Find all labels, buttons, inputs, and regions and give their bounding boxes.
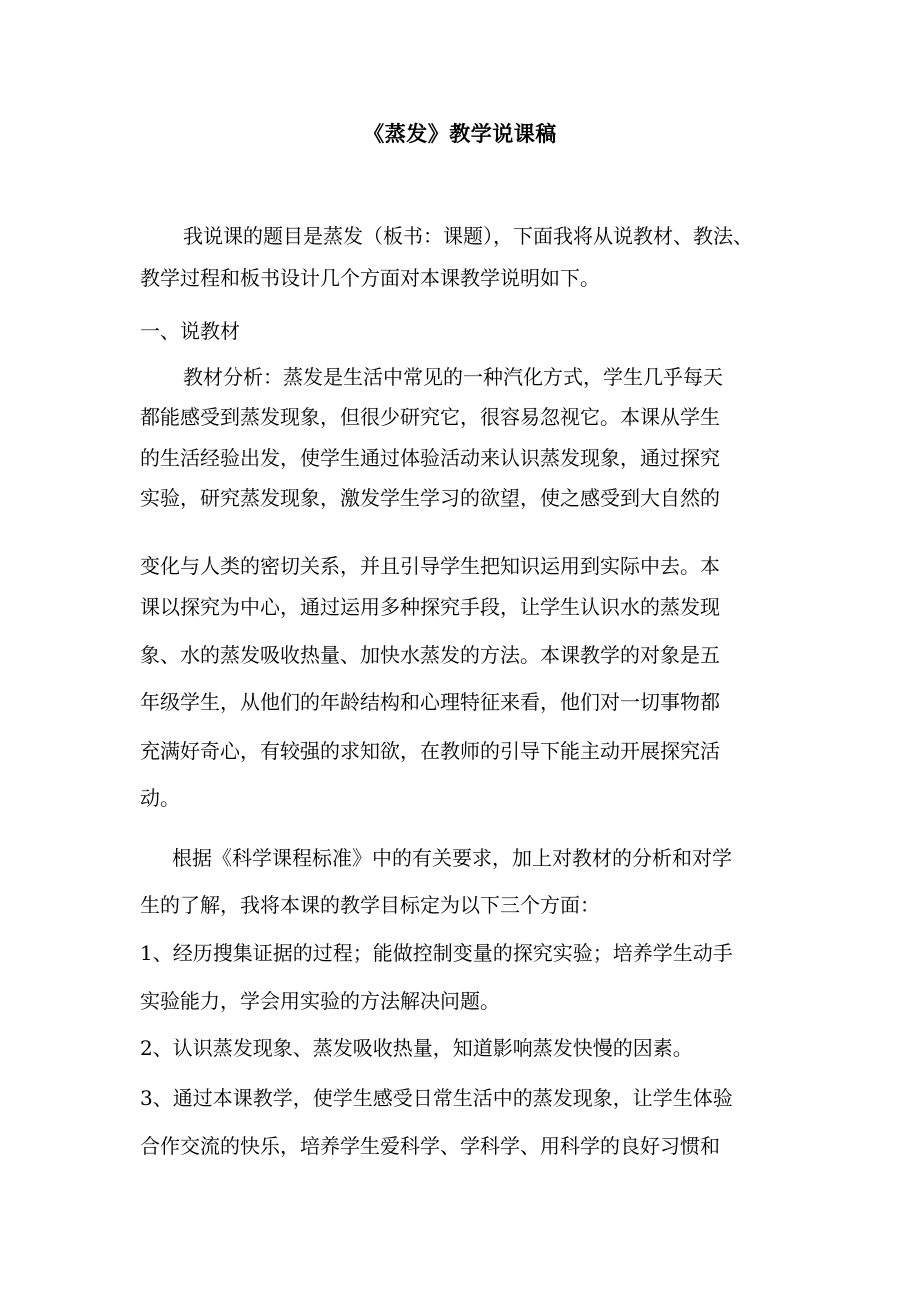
analysis-line-7: 象、水的蒸发吸收热量、加快水蒸发的方法。本课教学的对象是五 [140, 643, 720, 667]
document-title: 《蒸发》教学说课稿 [363, 122, 557, 146]
analysis-line-4: 实验，研究蒸发现象，激发学生学习的欲望，使之感受到大自然的 [140, 486, 720, 510]
analysis-line-3: 的生活经验出发，使学生通过体验活动来认识蒸发现象，通过探究 [140, 446, 720, 470]
goal-2-line-1: 2、认识蒸发现象、蒸发吸收热量，知道影响蒸发快慢的因素。 [140, 1036, 693, 1060]
section-heading-textbook: 一、说教材 [140, 319, 240, 343]
goal-3-line-2: 合作交流的快乐，培养学生爱科学、学科学、用科学的良好习惯和 [140, 1134, 720, 1158]
standards-line-2: 生的了解，我将本课的教学目标定为以下三个方面： [140, 893, 600, 917]
analysis-line-8: 年级学生，从他们的年龄结构和心理特征来看，他们对一切事物都 [140, 690, 720, 714]
goal-1-line-1: 1、经历搜集证据的过程；能做控制变量的探究实验；培养学生动手 [140, 941, 733, 965]
analysis-line-6: 课以探究为中心，通过运用多种探究手段，让学生认识水的蒸发现 [140, 595, 720, 619]
analysis-line-9: 充满好奇心，有较强的求知欲，在教师的引导下能主动开展探究活 [140, 739, 720, 763]
intro-line-1: 我说课的题目是蒸发（板书：课题），下面我将从说教材、教法、 [183, 224, 753, 248]
analysis-line-10: 动。 [140, 786, 180, 810]
standards-line-1: 根据《科学课程标准》中的有关要求，加上对教材的分析和对学 [172, 846, 732, 870]
analysis-line-2: 都能感受到蒸发现象，但很少研究它，很容易忽视它。本课从学生 [140, 405, 720, 429]
analysis-line-5: 变化与人类的密切关系，并且引导学生把知识运用到实际中去。本 [140, 554, 720, 578]
analysis-line-1: 教材分析：蒸发是生活中常见的一种汽化方式，学生几乎每天 [183, 365, 723, 389]
goal-1-line-2: 实验能力，学会用实验的方法解决问题。 [140, 989, 500, 1013]
intro-line-2: 教学过程和板书设计几个方面对本课教学说明如下。 [140, 266, 600, 290]
goal-3-line-1: 3、通过本课教学，使学生感受日常生活中的蒸发现象，让学生体验 [140, 1086, 733, 1110]
